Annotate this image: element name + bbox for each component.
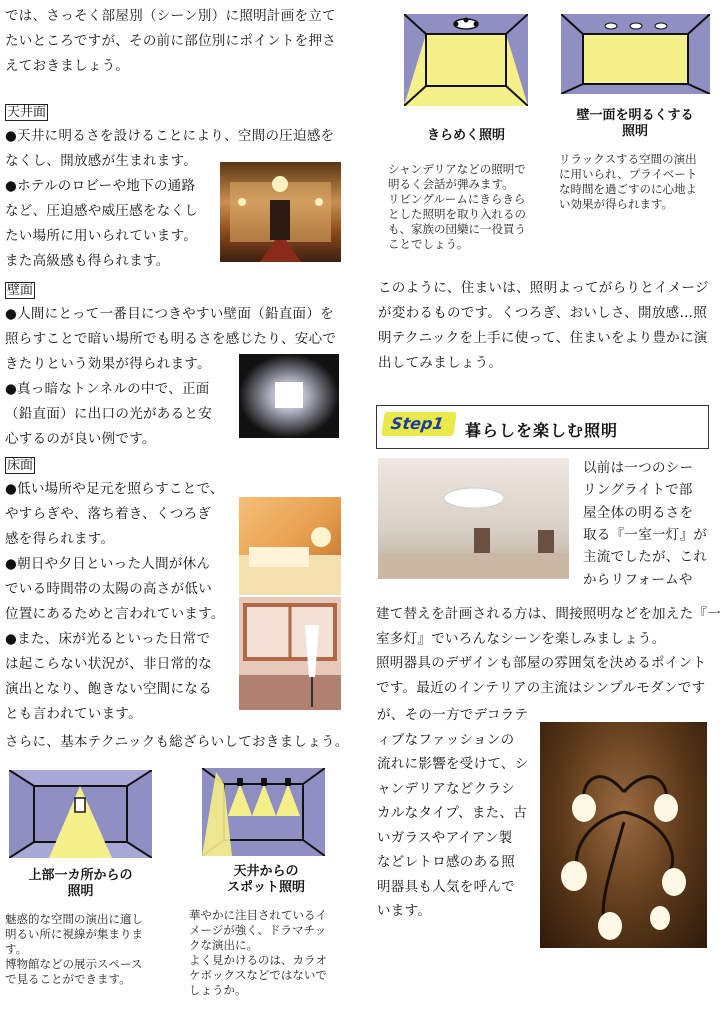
text-line: が、その一方でデコラテ: [377, 707, 529, 723]
diagram-title-line: 照明: [67, 884, 94, 899]
text-line: などレトロ感のある照: [377, 854, 515, 870]
text-line: 取る『一室一灯』が: [583, 526, 708, 543]
text-line: たい場所に用いられています。: [5, 228, 198, 244]
section-heading-wall: 壁面: [7, 283, 34, 298]
text-line: など、圧迫感や威圧感をなくし: [5, 203, 199, 219]
text-line: ャンデリアなどクラシ: [377, 780, 515, 797]
step-badge: [381, 412, 456, 436]
text-line: カルなタイプ、また、古: [377, 805, 528, 821]
text-line: からリフォームや: [583, 571, 693, 588]
diagram-ceiling-spot: [202, 768, 325, 856]
text-line: ●また、床が光るといった日常で: [5, 631, 211, 647]
diagram-desc-line: リラックスする空間の演出: [559, 152, 697, 166]
tunnel-photo: [239, 354, 339, 438]
chandelier-photo: [540, 722, 707, 948]
diagram-desc-line: 明るい所に視線が集まりま: [5, 927, 143, 941]
diagram-title-line: 上部一カ所からの: [28, 868, 133, 883]
hotel-lobby-photo: [220, 162, 341, 262]
diagram-title-line: 天井からの: [233, 864, 299, 879]
basic-technique-line: さらに、基本テクニックも総ざらいしておきましょう。: [5, 734, 349, 750]
diagram-sparkle-title: [404, 128, 528, 144]
diagram-title-line: スポット照明: [226, 880, 305, 895]
diagram-desc-line: で見ることができます。: [5, 972, 131, 986]
text-line: います。: [377, 903, 432, 919]
diagram-ceiling-spot-title: [196, 864, 336, 896]
text-line: 以前は一つのシー: [583, 460, 694, 476]
warm-bedroom-photo: [239, 497, 341, 595]
diagram-desc-line: 明るく会話が弾みます。: [388, 177, 514, 191]
text-line: なくし、開放感が生まれます。: [5, 153, 198, 169]
diagram-title-line: きらめく照明: [426, 128, 505, 143]
text-line: たいところですが、その前に部位別にポイントを押さ: [5, 33, 337, 49]
diagram-desc-line: シャンデリアなどの照明で: [388, 162, 526, 176]
text-line: このように、住まいは、照明よってがらりとイメージ: [378, 280, 709, 296]
text-line: ●朝日や夕日といった人間が休ん: [5, 556, 211, 572]
step-badge-label: Step1: [389, 414, 446, 433]
diagram-desc-line: な時間を過ごすのに心地よ: [559, 182, 697, 196]
diagram-desc-line: ケボックスなどではないで: [189, 968, 327, 982]
text-line: ●天井に明るさを設けることにより、空間の圧迫感を: [5, 128, 335, 144]
diagram-desc-line: も、家族の団欒に一役買う: [388, 222, 526, 236]
text-line: えておきましょう。: [5, 58, 130, 74]
diagram-desc-line: よく見かけるのは、カラオ: [189, 953, 327, 967]
diagram-sparkle: [404, 14, 528, 106]
text-line: とも言われています。: [5, 706, 142, 722]
text-line: リングライトで部: [583, 482, 693, 499]
section-heading-ceiling: 天井面: [7, 105, 47, 120]
text-line: 屋全体の明るさを: [583, 504, 694, 521]
diagram-desc-line: に用いられ、プライベート: [559, 167, 698, 181]
text-line: では、さっそく部屋別（シーン別）に照明計画を立て: [5, 8, 336, 24]
diagram-title-line: 照明: [621, 124, 648, 139]
step-title: 暮らしを楽しむ照明: [465, 421, 619, 440]
text-line: 流れに影響を受けて、シ: [377, 756, 529, 772]
diagram-desc-line: 博物館などの展示スペース: [5, 957, 143, 971]
text-line: 明器具も人気を呼んで: [377, 878, 515, 895]
text-line: ●人間にとって一番目につきやすい壁面（鉛直面）を: [5, 306, 334, 322]
text-line: ィブなファッションの: [377, 731, 515, 748]
diagram-desc-line: リビングルームにきらきら: [388, 192, 526, 206]
section-heading-floor: 床面: [7, 458, 34, 473]
text-line: きたりという効果が得られます。: [5, 356, 211, 372]
floor-lamp-photo: [239, 597, 341, 710]
ceiling-light-photo: [378, 458, 569, 579]
diagram-desc-line: 華やかに注目されているイ: [189, 908, 327, 922]
diagram-top-spot-title: [9, 868, 152, 900]
text-line: 位置にあるためと言われています。: [5, 606, 225, 622]
text-line: 室多灯』でいろんなシーンを楽しみましょう。: [376, 630, 666, 647]
text-line: 明テクニックを上手に使って、住まいをより豊かに演: [378, 330, 708, 346]
text-line: は起こらない状況が、非日常的な: [5, 656, 212, 672]
diagram-desc-line: 魅惑的な空間の演出に適し: [5, 912, 143, 926]
text-line: が変わるものです。くつろぎ、おいしさ、開放感…照: [378, 305, 708, 321]
diagram-desc-line: す。: [5, 942, 28, 956]
diagram-desc-line: ことでしょう。: [388, 237, 469, 251]
step-header: [376, 405, 709, 449]
text-line: 建て替えを計画される方は、間接照明などを加えた『一: [376, 606, 721, 622]
text-line: （鉛直面）に出口の光があると安: [5, 406, 212, 422]
text-line: です。最近のインテリアの主流はシンプルモダンです: [376, 679, 706, 696]
diagram-desc-line: い効果が得られます。: [559, 197, 674, 211]
diagram-top-spot: [9, 770, 152, 858]
diagram-title-line: 壁一面を明るくする: [576, 108, 694, 123]
text-line: また高級感も得られます。: [5, 253, 170, 269]
text-line: ●低い場所や足元を照らすことで、: [5, 481, 224, 497]
diagram-desc-line: クな演出に。: [189, 938, 258, 952]
diagram-desc-line: しょうか。: [189, 983, 247, 997]
text-line: ●ホテルのロビーや地下の通路: [5, 178, 196, 194]
text-line: 心するのが良い例です。: [5, 431, 156, 447]
text-line: 演出となり、飽きない空間になる: [5, 681, 212, 697]
text-line: 主流でしたが、これ: [583, 549, 708, 566]
text-line: 感を得られます。: [5, 531, 115, 547]
diagram-wall-bright: [561, 14, 710, 94]
text-line: 照らすことで暗い場所でも明るさを感じたり、安心で: [5, 331, 337, 347]
text-line: いガラスやアイアン製: [377, 829, 513, 846]
text-line: 照明器具のデザインも部屋の雰囲気を決めるポイント: [376, 655, 707, 671]
diagram-wall-bright-title: [555, 108, 715, 140]
diagram-desc-line: とした照明を取り入れるの: [388, 207, 526, 221]
text-line: ●真っ暗なトンネルの中で、正面: [5, 381, 210, 397]
text-line: やすらぎや、落ち着き、くつろぎ: [5, 506, 212, 522]
text-line: でいる時間帯の太陽の高さが低い: [5, 581, 212, 597]
text-line: 出してみましょう。: [378, 355, 503, 371]
diagram-desc-line: メージが強く、ドラマチッ: [189, 923, 327, 937]
